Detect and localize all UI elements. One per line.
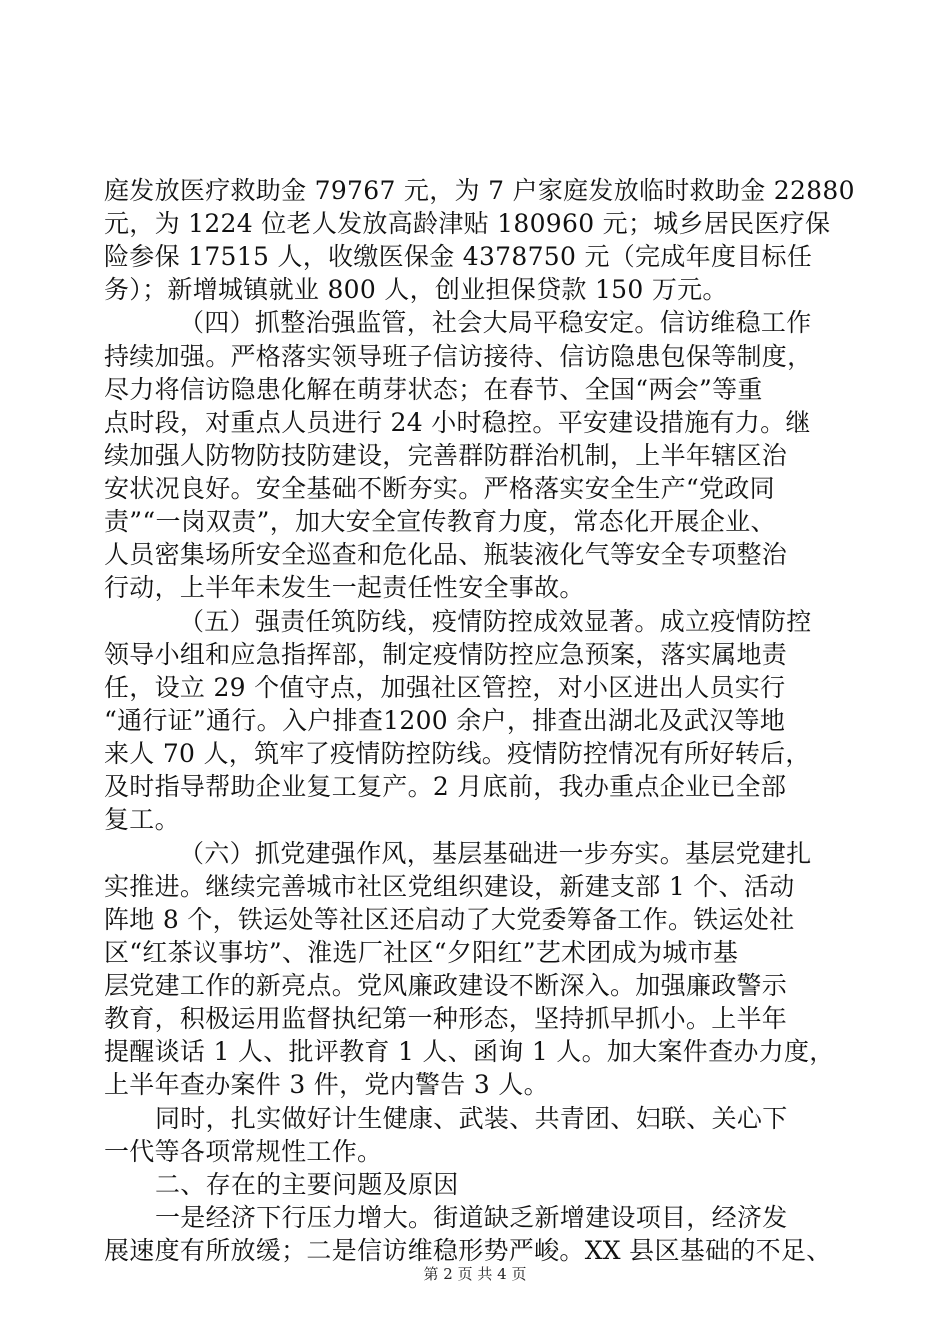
text-line: 务）；新增城镇就业 800 人，创业担保贷款 150 万元。 (104, 275, 728, 304)
text-line: 续加强人防物防技防建设，完善群防群治机制，上半年辖区治 (104, 441, 788, 470)
text-line: 提醒谈话 1 人、批评教育 1 人、函询 1 人。加大案件查办力度， (104, 1037, 835, 1066)
text-line: 行动，上半年未发生一起责任性安全事故。 (104, 573, 585, 602)
text-line: 阵地 8 个，铁运处等社区还启动了大党委筹备工作。铁运处社 (104, 905, 795, 934)
text-line: 庭发放医疗救助金 79767 元，为 7 户家庭发放临时救助金 22880 (104, 176, 855, 205)
section-heading: 二、存在的主要问题及原因 (155, 1170, 459, 1199)
text-line: 及时指导帮助企业复工复产。2 月底前，我办重点企业已全部 (104, 772, 787, 801)
text-line: 任，设立 29 个值守点，加强社区管控，对小区进出人员实行 (104, 673, 786, 702)
text-line: 安状况良好。安全基础不断夯实。严格落实安全生产“党政同 (104, 474, 775, 503)
text-line: 上半年查办案件 3 件，党内警告 3 人。 (104, 1070, 549, 1099)
text-line: 元，为 1224 位老人发放高龄津贴 180960 元；城乡居民医疗保 (104, 209, 831, 238)
text-line: 尽力将信访隐患化解在萌芽状态；在春节、全国“两会”等重 (104, 375, 763, 404)
page-footer: 第 2 页 共 4 页 (423, 1265, 527, 1283)
text-line: 展速度有所放缓；二是信访维稳形势严峻。XX 县区基础的不足、 (104, 1236, 832, 1265)
text-line: 责”“一岗双责”，加大安全宣传教育力度，常态化开展企业、 (104, 507, 776, 536)
text-line: 来人 70 人，筑牢了疫情防控防线。疫情防控情况有所好转后， (104, 739, 811, 768)
text-line: 复工。 (104, 805, 180, 834)
paragraph-start-line: 同时，扎实做好计生健康、武装、共青团、妇联、关心下 (155, 1104, 788, 1133)
text-line: “通行证”通行。入户排查1200 余户，排查出湖北及武汉等地 (104, 706, 786, 735)
paragraph-start-line: （五）强责任筑防线，疫情防控成效显著。成立疫情防控 (179, 607, 812, 636)
text-line: 实推进。继续完善城市社区党组织建设，新建支部 1 个、活动 (104, 872, 795, 901)
paragraph-start-line: 一是经济下行压力增大。街道缺乏新增建设项目，经济发 (155, 1203, 788, 1232)
text-line: 点时段，对重点人员进行 24 小时稳控。平安建设措施有力。继 (104, 408, 811, 437)
paragraph-start-line: （四）抓整治强监管，社会大局平稳安定。信访维稳工作 (179, 308, 812, 337)
text-line: 层党建工作的新亮点。党风廉政建设不断深入。加强廉政警示 (104, 971, 788, 1000)
text-line: 一代等各项常规性工作。 (104, 1137, 383, 1166)
text-line: 领导小组和应急指挥部，制定疫情防控应急预案，落实属地责 (104, 640, 788, 669)
text-line: 教育，积极运用监督执纪第一种形态，坚持抓早抓小。上半年 (104, 1004, 788, 1033)
text-line: 人员密集场所安全巡查和危化品、瓶装液化气等安全专项整治 (104, 540, 788, 569)
paragraph-start-line: （六）抓党建强作风，基层基础进一步夯实。基层党建扎 (179, 839, 812, 868)
text-line: 区“红茶议事坊”、淮选厂社区“夕阳红”艺术团成为城市基 (104, 938, 739, 967)
text-line: 险参保 17515 人，收缴医保金 4378750 元（完成年度目标任 (104, 242, 813, 271)
text-line: 持续加强。严格落实领导班子信访接待、信访隐患包保等制度， (104, 342, 813, 371)
